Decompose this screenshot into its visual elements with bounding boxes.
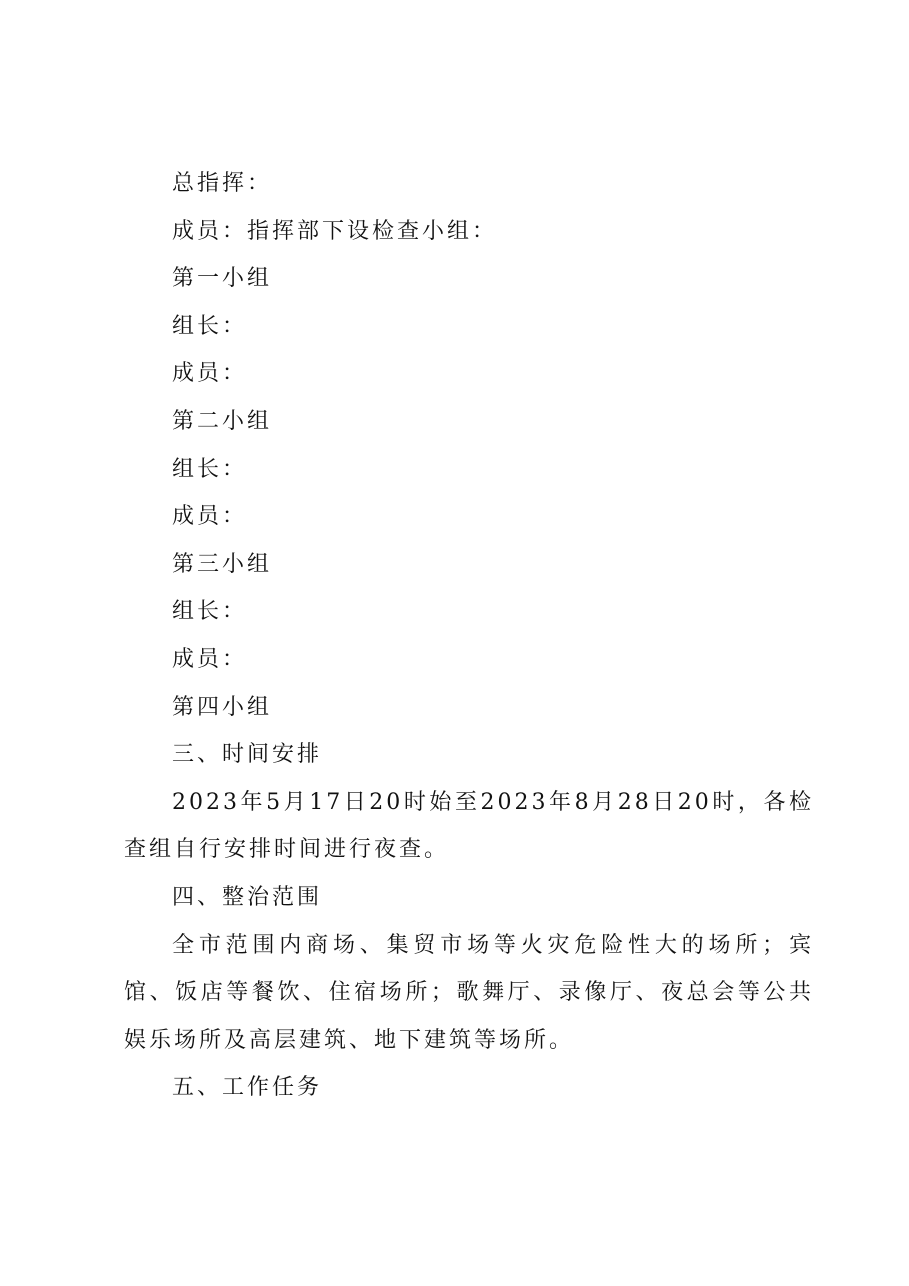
group-1-heading: 第一小组 <box>172 266 273 292</box>
section-scope-heading: 四、整治范围 <box>172 884 323 910</box>
section-time-heading: 三、时间安排 <box>172 742 323 768</box>
members-line: 成员：指挥部下设检查小组： <box>172 218 498 244</box>
group-1-members: 成员： <box>172 361 248 387</box>
commander-line: 总指挥： <box>172 171 273 196</box>
group-3-members: 成员： <box>172 646 248 672</box>
group-4-heading: 第四小组 <box>172 694 273 720</box>
time-paragraph: 2023年5月17日20时始至2023年8月28日20时，各检查组自行安排时间进行夜查。 <box>124 789 814 863</box>
section-tasks-heading: 五、工作任务 <box>172 1075 323 1101</box>
document-body <box>124 160 814 1112</box>
group-3-leader: 组长： <box>172 599 248 625</box>
group-2-leader: 组长： <box>172 456 248 482</box>
group-2-heading: 第二小组 <box>172 408 273 434</box>
group-3-heading: 第三小组 <box>172 551 273 577</box>
group-2-members: 成员： <box>172 504 248 530</box>
scope-paragraph: 全市范围内商场、集贸市场等火灾危险性大的场所；宾馆、饭店等餐饮、住宿场所；歌舞厅、录像厅、夜总会等公共娱乐场所及高层建筑、地下建筑等场所。 <box>124 932 814 1053</box>
group-1-leader: 组长： <box>172 313 248 339</box>
